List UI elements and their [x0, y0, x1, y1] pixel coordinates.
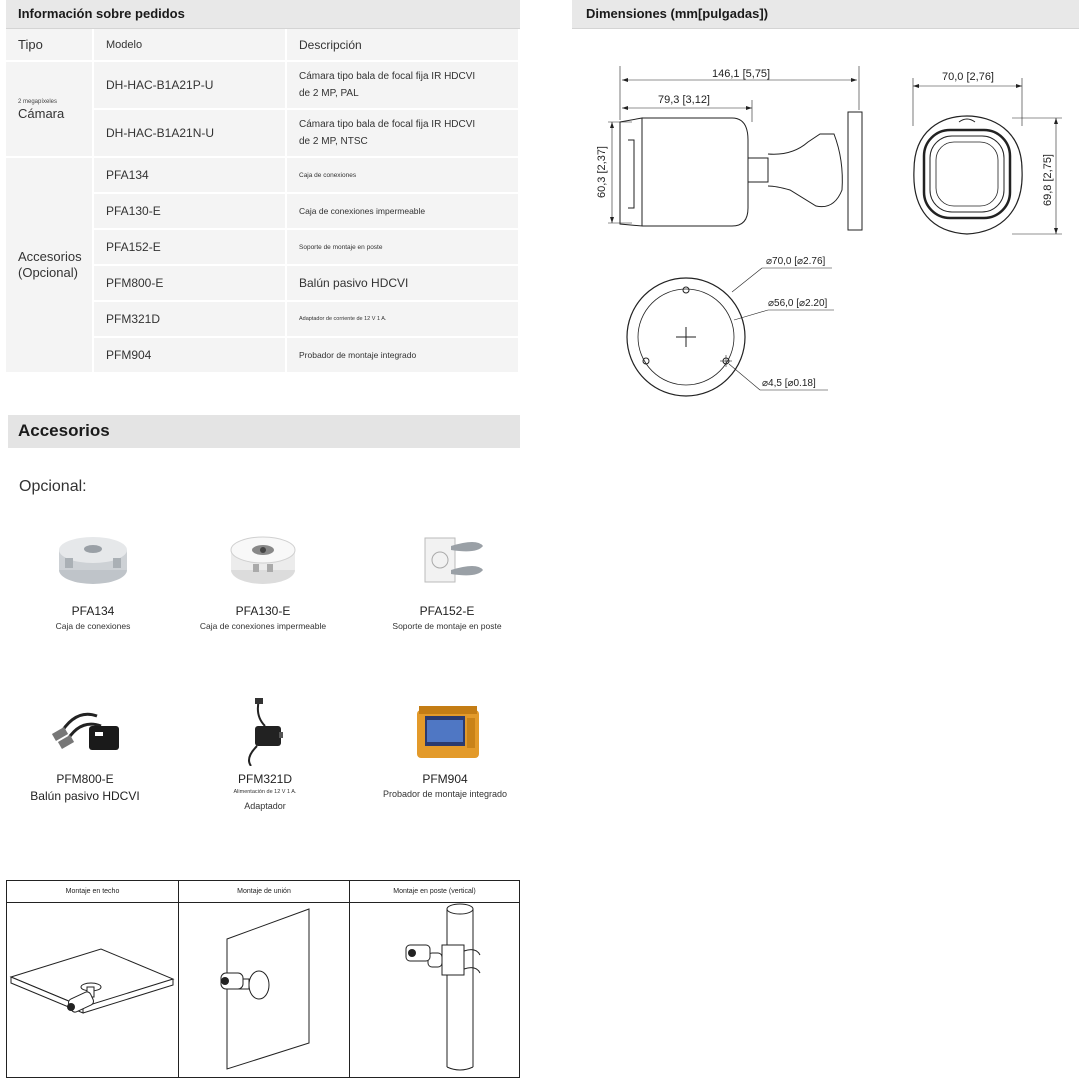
junction-mount-illustration [179, 903, 350, 1077]
accessory-caption: Caja de conexiones [55, 621, 131, 631]
accessory-code: PFA134 [71, 604, 115, 618]
model-cell: PFA130-E [94, 194, 287, 230]
accessory-item-pfa134 [8, 528, 178, 631]
dimensions-header [572, 0, 1079, 29]
accessory-code: PFM904 [422, 772, 468, 786]
ceiling-mount-illustration [7, 903, 179, 1077]
accessory-code: PFA130-E [235, 604, 291, 618]
front-view-drawing [913, 78, 1062, 234]
front-height-label: 69,8 [2,75] [1042, 154, 1054, 206]
accessory-item-pfa130e [178, 528, 348, 631]
table-row [6, 158, 520, 194]
description-cell: Cámara tipo bala de focal fija IR HDCVI de 2 MP, PAL [287, 62, 520, 110]
description-cell: Caja de conexiones impermeable [287, 194, 520, 230]
mount-header-ceiling: Montaje en techo [7, 881, 179, 903]
order-table [6, 29, 520, 374]
accessory-code: PFA152-E [419, 604, 475, 618]
power-adapter-icon [225, 696, 305, 766]
order-info-header [6, 0, 520, 29]
body-length-label: 79,3 [3,12] [658, 94, 710, 106]
dimensions-title: Dimensiones (mm[pulgadas]) [586, 6, 769, 21]
accessory-caption: Alimentación de 12 V 1 A. [233, 789, 297, 795]
mount-header-pole: Montaje en poste (vertical) [350, 881, 519, 903]
accessory-caption: Soporte de montaje en poste [392, 621, 502, 631]
passive-balun-icon [45, 696, 125, 766]
base-outer-label: ⌀70,0 [⌀2.76] [766, 256, 826, 267]
accessories-title: Accesorios [18, 421, 110, 440]
table-row [6, 62, 520, 110]
pole-mount-illustration [350, 903, 519, 1077]
front-width-label: 70,0 [2,76] [942, 71, 994, 83]
type-camera-small: 2 megapíxeles [18, 98, 58, 105]
type-camera-label: Cámara [18, 105, 65, 121]
model-cell: PFM321D [94, 302, 287, 338]
base-view-drawing [627, 268, 834, 396]
mounting-table [6, 880, 520, 1078]
model-cell: PFA152-E [94, 230, 287, 266]
table-header-row [6, 29, 520, 62]
dimensions-drawing [572, 30, 1079, 410]
optional-label: Opcional: [19, 478, 87, 495]
model-cell: PFM800-E [94, 266, 287, 302]
accessory-code: PFM321D [237, 772, 293, 786]
side-height-label: 60,3 [2,37] [596, 146, 608, 198]
accessory-caption: Balún pasivo HDCVI [30, 789, 140, 803]
tester-icon [405, 696, 485, 766]
description-cell: Soporte de montaje en poste [287, 230, 520, 266]
accessory-code: PFM800-E [56, 772, 114, 786]
description-cell: Caja de conexiones [287, 158, 520, 194]
header-model: Modelo [94, 29, 287, 62]
model-cell: DH-HAC-B1A21N-U [94, 110, 287, 158]
side-length-label: 146,1 [5,75] [712, 68, 771, 80]
model-cell: DH-HAC-B1A21P-U [94, 62, 287, 110]
header-description: Descripción [287, 29, 520, 62]
description-cell: Probador de montaje integrado [287, 338, 520, 374]
order-info-title: Información sobre pedidos [18, 6, 185, 21]
accessories-header [8, 415, 520, 448]
pole-mount-bracket-icon [407, 528, 487, 598]
base-inner-label: ⌀56,0 [⌀2.20] [768, 298, 828, 309]
description-cell: Adaptador de corriente de 12 V 1 A. [287, 302, 520, 338]
model-cell: PFM904 [94, 338, 287, 374]
accessory-caption: Caja de conexiones impermeable [199, 621, 327, 631]
description-cell: Cámara tipo bala de focal fija IR HDCVI de 2 MP, NTSC [287, 110, 520, 158]
type-accessories: Accesorios (Opcional) [6, 158, 94, 374]
description-cell: Balún pasivo HDCVI [287, 266, 520, 302]
junction-box-icon [53, 528, 133, 598]
accessory-caption-2: Adaptador [244, 801, 286, 811]
accessory-caption: Probador de montaje integrado [382, 789, 508, 799]
header-type: Tipo [6, 29, 94, 62]
waterproof-junction-box-icon [223, 528, 303, 598]
type-camera [6, 62, 94, 158]
accessory-item-pfa152e [362, 528, 532, 631]
mount-header-junction: Montaje de unión [179, 881, 350, 903]
accessory-item-pfm800e [0, 696, 170, 803]
accessory-item-pfm321d [180, 696, 350, 811]
hole-label: ⌀4,5 [⌀0.18] [762, 378, 816, 389]
model-cell: PFA134 [94, 158, 287, 194]
side-view-drawing [608, 66, 862, 230]
accessory-item-pfm904 [360, 696, 530, 799]
